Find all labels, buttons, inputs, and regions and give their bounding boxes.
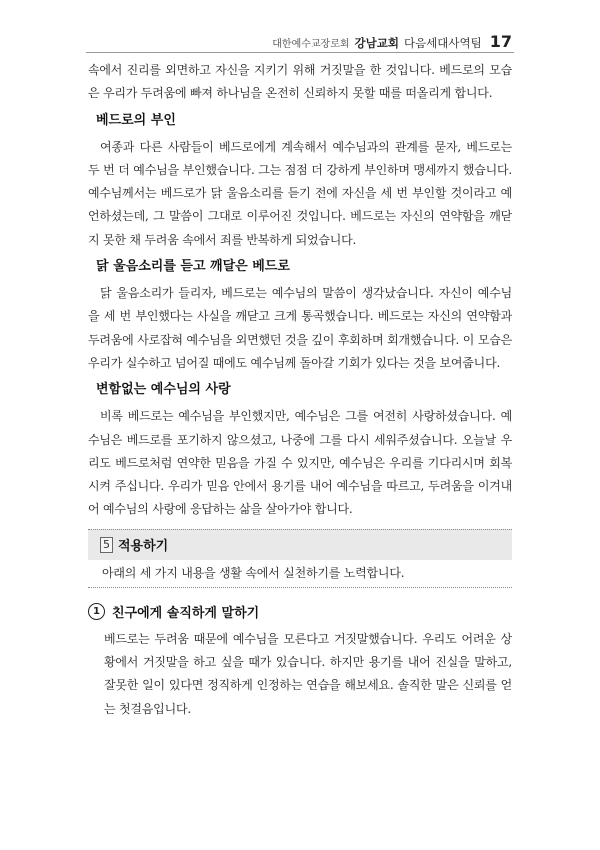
apply-section-header	[88, 529, 512, 560]
header-divider	[86, 52, 514, 53]
apply-section-number: 5	[100, 537, 113, 553]
section-body-rooster: 닭 울음소리가 들리자, 베드로는 예수님의 말씀이 생각났습니다. 자신이 예수님을 세 번 부인했다는 사실을 깨닫고 크게 통곡했습니다. 베드로는 자신의 연약함과 두려움에 사로잡혀 예수님을 외면했던 것을 깊이 후회하며 회개했습니다. 이 모습은 우리가 실수하고 넘어질 때에도 예수님께 돌아갈 기회가 있다는 것을 보여줍니다.	[88, 286, 512, 370]
section-body-love: 비록 베드로는 예수님을 부인했지만, 예수님은 그를 여전히 사랑하셨습니다. 예수님은 베드로를 포기하지 않으셨고, 나중에 그를 다시 세워주셨습니다. 오늘날 우리도 베드로처럼 연약한 믿음을 가질 수 있지만, 예수님은 우리를 기다리시며 회복시켜 주십니다. 우리가 믿음 안에서 용기를 내어 예수님을 따르고, 두려움을 이겨내어 예수님의 사랑에 응답하는 삶을 살아가야 합니다.	[88, 409, 512, 517]
circled-number-icon: 1	[88, 603, 105, 620]
apply-intro: 아래의 세 가지 내용을 생활 속에서 실천하기를 노력합니다.	[88, 560, 512, 588]
point-title: 친구에게 솔직하게 말하기	[112, 606, 260, 622]
section-body-denial: 여종과 다른 사람들이 베드로에게 계속해서 예수님과의 관계를 묻자, 베드로는 두 번 더 예수님을 부인했습니다. 그는 점점 더 강하게 부인하며 맹세까지 했습니다. 예수님께서는 베드로가 닭 울음소리를 듣기 전에 자신을 세 번 부인할 것이라고 예언하셨는데, 그 말씀이 그대로 이루어진 것입니다. 베드로는 자신의 연약함을 깨닫지 못한 채 두려움 속에서 죄를 반복하게 되었습니다.	[88, 139, 512, 247]
header-church: 강남교회	[354, 36, 399, 50]
header-team: 다음세대사역팀	[403, 36, 482, 50]
header-org: 대한예수교장로회	[272, 39, 350, 50]
section-heading-denial: 베드로의 부인	[96, 112, 176, 128]
section-heading-love: 변함없는 예수님의 사랑	[96, 382, 231, 398]
apply-section-title: 적용하기	[118, 539, 169, 555]
page-content	[88, 59, 512, 721]
running-header	[272, 32, 512, 51]
point-body: 베드로는 두려움 때문에 예수님을 모른다고 거짓말했습니다. 우리도 어려운 상황에서 거짓말을 하고 싶을 때가 있습니다. 하지만 용기를 내어 진실을 말하고, 잘못한 일이 있다면 정직하게 인정하는 연습을 해보세요. 솔직한 말은 신뢰를 얻는 첫걸음입니다.	[104, 631, 512, 716]
page-number: 17	[489, 32, 512, 51]
section-heading-rooster: 닭 울음소리를 듣고 깨달은 베드로	[96, 259, 290, 275]
point-heading	[88, 598, 512, 626]
intro-paragraph: 속에서 진리를 외면하고 자신을 지키기 위해 거짓말을 한 것입니다. 베드로의 모습은 우리가 두려움에 빠져 하나님을 온전히 신뢰하지 못할 때를 떠올리게 합니다.	[88, 63, 512, 101]
